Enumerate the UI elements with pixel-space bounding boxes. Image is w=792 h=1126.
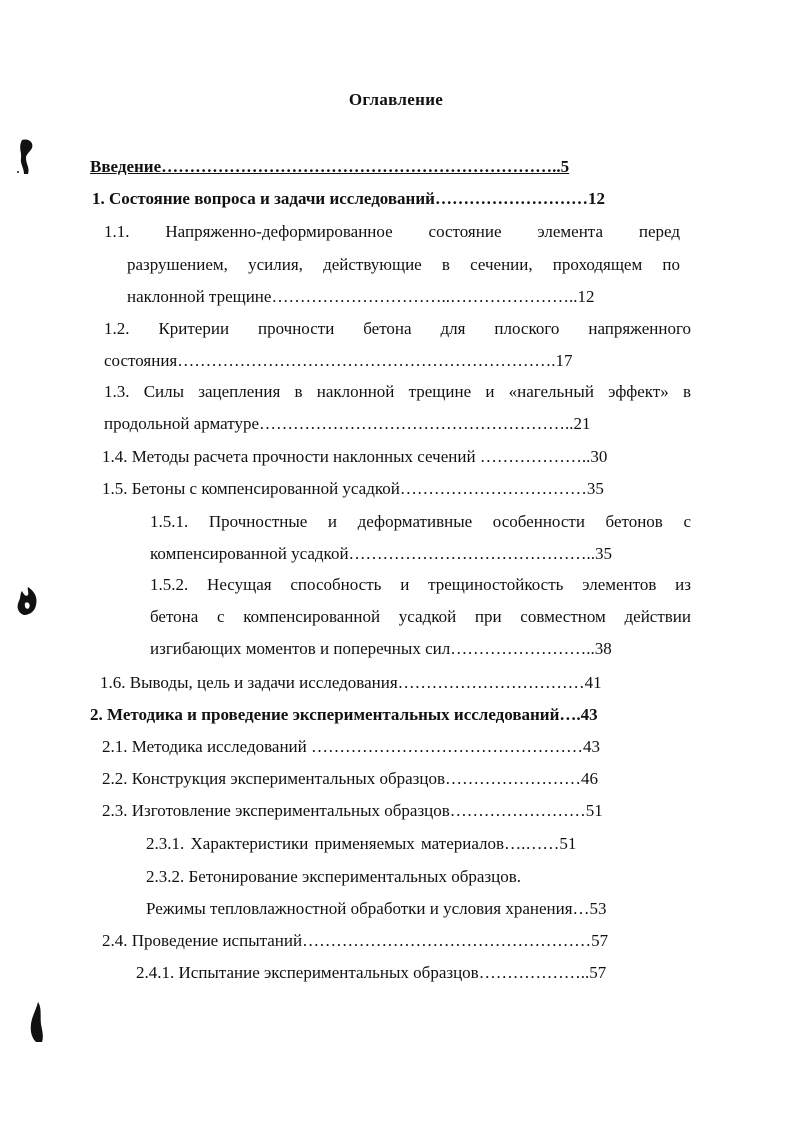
toc-entry-2-4: 2.4. Проведение испытаний……………………………………………57 bbox=[102, 931, 609, 950]
toc-entry-1-3: 1.3. Силы зацепления в наклонной трещине и «нагельный эффект» в bbox=[104, 382, 691, 401]
toc-entry-1-1: 1.1. Напряженно-деформированное состояние элемента перед bbox=[104, 222, 680, 241]
toc-entry-1-4: 1.4. Методы расчета прочности наклонных сечений ………………..30 bbox=[102, 447, 608, 466]
toc-entry-intro: Введение……………………………………………………………..5 bbox=[90, 157, 570, 176]
toc-entry-1-1-cont: разрушением, усилия, действующие в сечении, проходящем по bbox=[127, 255, 680, 274]
toc-entry-1-5-2: 1.5.2. Несущая способность и трещиностойкость элементов из bbox=[150, 575, 691, 594]
toc-entry-1-2: 1.2. Критерии прочности бетона для плоского напряженного bbox=[104, 319, 691, 338]
toc-entry-1-5-2-end: изгибающих моментов и поперечных сил……………………..38 bbox=[150, 639, 612, 658]
toc-entry-1-3-end: продольной арматуре………………………………………………..21 bbox=[104, 414, 591, 433]
toc-entry-2-2: 2.2. Конструкция экспериментальных образцов……………………46 bbox=[102, 769, 599, 788]
toc-title: Оглавление bbox=[348, 90, 444, 109]
toc-entry-chapter-2: 2. Методика и проведение экспериментальных исследований….43 bbox=[90, 705, 598, 724]
scan-mark-bottom bbox=[22, 1000, 48, 1044]
toc-entry-1-5: 1.5. Бетоны с компенсированной усадкой……………………………35 bbox=[102, 479, 604, 498]
toc-entry-1-1-end: наклонной трещине…………………………..…………………..12 bbox=[127, 287, 595, 306]
toc-entry-1-2-end: состояния………………………………………………………….17 bbox=[104, 351, 573, 370]
scan-mark-middle bbox=[14, 585, 42, 619]
toc-entry-1-5-1: 1.5.1. Прочностные и деформативные особенности бетонов с bbox=[150, 512, 691, 531]
toc-entry-1-6: 1.6. Выводы, цель и задачи исследования……………………………41 bbox=[100, 673, 602, 692]
toc-entry-2-3-2-cont: Режимы тепловлажностной обработки и условия хранения…53 bbox=[146, 899, 607, 918]
toc-entry-2-3: 2.3. Изготовление экспериментальных образцов……………………51 bbox=[102, 801, 603, 820]
toc-entry-1-5-1-end: компенсированной усадкой……………………………………..35 bbox=[150, 544, 613, 563]
toc-entry-2-4-1: 2.4.1. Испытание экспериментальных образцов………………..57 bbox=[136, 963, 607, 982]
toc-entry-2-3-1: 2.3.1. Характеристики применяемых материалов….……51 bbox=[146, 834, 577, 853]
toc-entry-chapter-1: 1. Состояние вопроса и задачи исследований………………………12 bbox=[92, 189, 605, 208]
toc-entry-2-1: 2.1. Методика исследований …………………………………………43 bbox=[102, 737, 600, 756]
toc-entry-2-3-2: 2.3.2. Бетонирование экспериментальных образцов. bbox=[146, 867, 521, 886]
toc-entry-1-5-2-cont: бетона с компенсированной усадкой при совместном действии bbox=[150, 607, 691, 626]
scan-mark-top bbox=[12, 136, 42, 176]
